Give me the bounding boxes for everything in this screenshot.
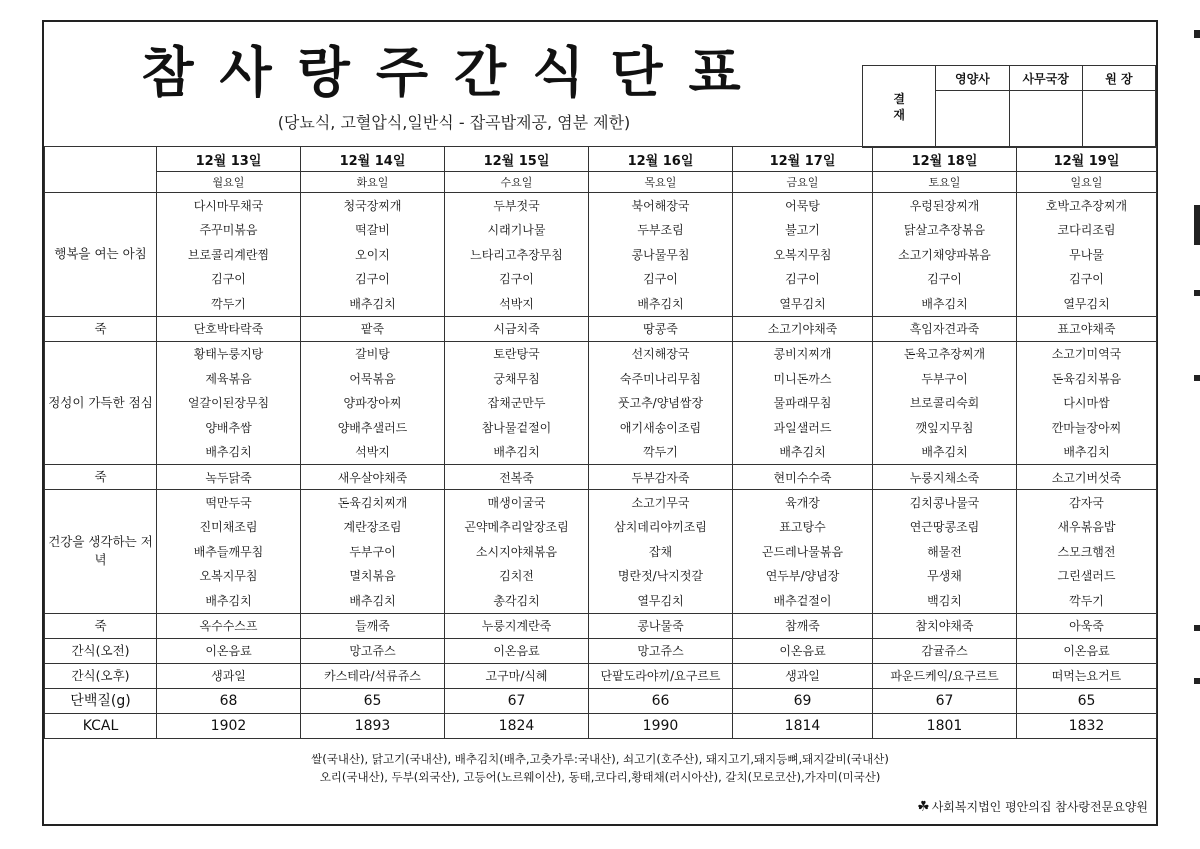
menu-item-cell: 돈육고추장찌개 [873,341,1017,366]
menu-item-cell: 다시마무채국 [157,193,301,218]
menu-item-cell: 매생이굴국 [445,490,589,515]
menu-item-cell: 참나물겉절이 [445,415,589,440]
weekday-header-row [45,172,1157,193]
menu-item-cell: 배추김치 [445,440,589,465]
menu-item-cell: 시래기나물 [445,218,589,243]
menu-item-cell: 멸치볶음 [301,564,445,589]
menu-item-cell: 진미채조림 [157,515,301,540]
nutrition-row [45,713,1157,738]
nutrition-value: 1832 [1017,713,1157,738]
menu-item-cell: 새우볶음밥 [1017,515,1157,540]
menu-item-cell: 깐마늘장아찌 [1017,415,1157,440]
menu-item-cell: 이온음료 [733,638,873,663]
meal-item-row [45,291,1157,316]
menu-item-cell: 청국장찌개 [301,193,445,218]
approval-role-secretary: 사무국장 [1009,66,1082,91]
menu-item-cell: 양배추샐러드 [301,415,445,440]
menu-item-cell: 이온음료 [1017,638,1157,663]
meal-item-row [45,415,1157,440]
menu-item-cell: 곤약메추리알장조림 [445,515,589,540]
scan-edge-mark [1194,678,1200,684]
menu-item-cell: 명란젓/낙지젓갈 [589,564,733,589]
menu-item-cell: 브로콜리숙회 [873,391,1017,416]
menu-item-cell: 깍두기 [157,291,301,316]
meal-item-row [45,218,1157,243]
organization-name: 사회복지법인 평안의집 참사랑전문요양원 [931,800,1148,814]
menu-item-cell: 콩나물무침 [589,242,733,267]
menu-item-cell: 표고야채죽 [1017,316,1157,341]
menu-item-cell: 제육볶음 [157,366,301,391]
menu-item-cell: 미니돈까스 [733,366,873,391]
menu-item-cell: 배추김치 [733,440,873,465]
date-header: 12월 16일 [589,147,733,172]
approval-role-nutritionist: 영양사 [936,66,1009,91]
menu-item-cell: 어묵볶음 [301,366,445,391]
nutrition-value: 66 [589,688,733,713]
menu-item-cell: 깍두기 [589,440,733,465]
menu-item-cell: 두부구이 [873,366,1017,391]
menu-item-cell: 배추김치 [157,440,301,465]
date-header: 12월 13일 [157,147,301,172]
menu-item-cell: 닭살고추장볶음 [873,218,1017,243]
menu-item-cell: 배추김치 [873,440,1017,465]
menu-item-cell: 코다리조림 [1017,218,1157,243]
menu-item-cell: 토란탕국 [445,341,589,366]
menu-item-cell: 양파장아찌 [301,391,445,416]
menu-item-cell: 곤드레나물볶음 [733,539,873,564]
menu-item-cell: 아욱죽 [1017,613,1157,638]
menu-item-cell: 전복죽 [445,465,589,490]
weekday-header: 토요일 [873,172,1017,193]
date-header-row [45,147,1157,172]
menu-item-cell: 배추김치 [301,291,445,316]
menu-item-cell: 이온음료 [445,638,589,663]
date-header: 12월 18일 [873,147,1017,172]
menu-item-cell: 궁채무침 [445,366,589,391]
approval-sign-nutritionist [936,91,1009,148]
approval-box [862,65,1156,148]
menu-item-cell: 스모크햄전 [1017,539,1157,564]
nutrition-value: 1824 [445,713,589,738]
menu-item-cell: 현미수수죽 [733,465,873,490]
date-header: 12월 17일 [733,147,873,172]
menu-item-cell: 깻잎지무침 [873,415,1017,440]
menu-item-cell: 돈육김치찌개 [301,490,445,515]
date-header: 12월 19일 [1017,147,1157,172]
menu-item-cell: 호박고추장찌개 [1017,193,1157,218]
menu-item-cell: 두부젓국 [445,193,589,218]
menu-item-cell: 두부조림 [589,218,733,243]
row-label: 간식(오전) [45,638,157,663]
origin-line-1: 쌀(국내산), 닭고기(국내산), 배추김치(배추,고춧가루:국내산), 쇠고기(호주산), 돼지고기,돼지등뼈,돼지갈비(국내산) [311,752,889,766]
meal-section-label: 건강을 생각하는 저녁 [45,490,157,614]
menu-item-cell: 숙주미나리무침 [589,366,733,391]
single-menu-row [45,613,1157,638]
menu-item-cell: 다시마쌈 [1017,391,1157,416]
menu-item-cell: 이온음료 [157,638,301,663]
meal-item-row [45,564,1157,589]
menu-item-cell: 파운드케익/요구르트 [873,663,1017,688]
weekday-header: 화요일 [301,172,445,193]
row-label: 간식(오후) [45,663,157,688]
meal-item-row [45,588,1157,613]
nutrition-value: 68 [157,688,301,713]
menu-item-cell: 옥수수스프 [157,613,301,638]
menu-item-cell: 흑임자견과죽 [873,316,1017,341]
menu-item-cell: 소고기무국 [589,490,733,515]
menu-item-cell: 석박지 [445,291,589,316]
weekday-header: 일요일 [1017,172,1157,193]
meal-item-row [45,440,1157,465]
menu-item-cell: 감귤쥬스 [873,638,1017,663]
meal-section-label: 행복을 여는 아침 [45,193,157,317]
menu-item-cell: 시금치죽 [445,316,589,341]
menu-item-cell: 우렁된장찌개 [873,193,1017,218]
menu-item-cell: 배추김치 [157,588,301,613]
menu-item-cell: 열무김치 [589,588,733,613]
menu-item-cell: 새우살야채죽 [301,465,445,490]
meal-item-row [45,193,1157,218]
menu-item-cell: 단팥도라야끼/요구르트 [589,663,733,688]
menu-item-cell: 김구이 [445,267,589,292]
menu-item-cell: 배추겉절이 [733,588,873,613]
meal-item-row [45,515,1157,540]
weekday-header: 목요일 [589,172,733,193]
menu-item-cell: 양배추쌈 [157,415,301,440]
menu-table [44,146,1157,739]
menu-item-cell: 잡채 [589,539,733,564]
menu-item-cell: 삼치데리야끼조림 [589,515,733,540]
menu-item-cell: 잡채군만두 [445,391,589,416]
scan-edge-mark [1194,30,1200,38]
menu-item-cell: 콩나물죽 [589,613,733,638]
single-menu-row [45,465,1157,490]
menu-item-cell: 생과일 [157,663,301,688]
menu-item-cell: 소고기버섯죽 [1017,465,1157,490]
menu-item-cell: 과일샐러드 [733,415,873,440]
menu-item-cell: 해물전 [873,539,1017,564]
nutrition-value: 1902 [157,713,301,738]
menu-item-cell: 표고탕수 [733,515,873,540]
meal-section-label: 정성이 가득한 점심 [45,341,157,465]
organization-logo-icon: ☘ [917,799,930,815]
approval-sign-director [1082,91,1155,148]
single-menu-row [45,663,1157,688]
menu-item-cell: 무나물 [1017,242,1157,267]
menu-item-cell: 떡갈비 [301,218,445,243]
menu-item-cell: 김구이 [157,267,301,292]
nutrition-row [45,688,1157,713]
menu-item-cell: 어묵탕 [733,193,873,218]
meal-item-row [45,242,1157,267]
menu-item-cell: 느타리고추장무침 [445,242,589,267]
single-menu-row [45,638,1157,663]
menu-item-cell: 육개장 [733,490,873,515]
menu-item-cell: 소고기야채죽 [733,316,873,341]
menu-item-cell: 애기새송이조림 [589,415,733,440]
menu-item-cell: 백김치 [873,588,1017,613]
menu-item-cell: 누룽지채소죽 [873,465,1017,490]
menu-item-cell: 열무김치 [1017,291,1157,316]
menu-item-cell: 망고쥬스 [589,638,733,663]
menu-item-cell: 소시지야채볶음 [445,539,589,564]
nutrition-value: 69 [733,688,873,713]
menu-item-cell: 김구이 [873,267,1017,292]
page-title: 참사랑주간식단표 [141,41,767,104]
scan-edge-mark [1194,625,1200,631]
approval-role-director: 원 장 [1082,66,1155,91]
menu-item-cell: 콩비지찌개 [733,341,873,366]
menu-item-cell: 오이지 [301,242,445,267]
menu-item-cell: 주꾸미볶음 [157,218,301,243]
menu-item-cell: 땅콩죽 [589,316,733,341]
meal-item-row [45,267,1157,292]
menu-item-cell: 팥죽 [301,316,445,341]
menu-item-cell: 김구이 [301,267,445,292]
menu-item-cell: 카스테라/석류쥬스 [301,663,445,688]
menu-item-cell: 배추김치 [873,291,1017,316]
menu-item-cell: 두부구이 [301,539,445,564]
meal-item-row [45,341,1157,366]
weekday-header: 수요일 [445,172,589,193]
row-label: 죽 [45,613,157,638]
nutrition-value: 67 [873,688,1017,713]
nutrition-value: 1801 [873,713,1017,738]
origin-notice [44,750,1156,786]
menu-item-cell: 돈육김치볶음 [1017,366,1157,391]
menu-item-cell: 김구이 [733,267,873,292]
weekday-header: 월요일 [157,172,301,193]
menu-item-cell: 녹두닭죽 [157,465,301,490]
meal-item-row [45,539,1157,564]
organization-signature [917,798,1148,815]
menu-item-cell: 계란장조림 [301,515,445,540]
menu-item-cell: 배추들깨무침 [157,539,301,564]
menu-item-cell: 무생채 [873,564,1017,589]
menu-item-cell: 두부감자죽 [589,465,733,490]
menu-item-cell: 생과일 [733,663,873,688]
single-menu-row [45,316,1157,341]
menu-item-cell: 그린샐러드 [1017,564,1157,589]
row-label: 죽 [45,465,157,490]
menu-item-cell: 참치야채죽 [873,613,1017,638]
menu-item-cell: 갈비탕 [301,341,445,366]
date-header: 12월 14일 [301,147,445,172]
menu-item-cell: 배추김치 [589,291,733,316]
menu-table-body [45,147,1157,739]
corner-cell [45,147,157,193]
menu-item-cell: 소고기채양파볶음 [873,242,1017,267]
weekday-header: 금요일 [733,172,873,193]
approval-label: 결 재 [863,66,936,148]
row-label: 죽 [45,316,157,341]
approval-sign-secretary [1009,91,1082,148]
row-label: 단백질(g) [45,688,157,713]
nutrition-value: 65 [1017,688,1157,713]
menu-item-cell: 배추김치 [1017,440,1157,465]
menu-item-cell: 총각김치 [445,588,589,613]
menu-item-cell: 연두부/양념장 [733,564,873,589]
menu-item-cell: 브로콜리계란찜 [157,242,301,267]
nutrition-value: 67 [445,688,589,713]
date-header: 12월 15일 [445,147,589,172]
menu-item-cell: 불고기 [733,218,873,243]
menu-item-cell: 김구이 [589,267,733,292]
menu-item-cell: 감자국 [1017,490,1157,515]
menu-item-cell: 물파래무침 [733,391,873,416]
page-subtitle: (당뇨식, 고혈압식,일반식 - 잡곡밥제공, 염분 제한) [277,113,631,132]
menu-item-cell: 연근땅콩조림 [873,515,1017,540]
scan-edge-mark [1194,205,1200,245]
menu-item-cell: 김치전 [445,564,589,589]
meal-item-row [45,366,1157,391]
menu-item-cell: 떡만두국 [157,490,301,515]
menu-item-cell: 단호박타락죽 [157,316,301,341]
nutrition-value: 1990 [589,713,733,738]
menu-item-cell: 고구마/식혜 [445,663,589,688]
menu-item-cell: 누룽지계란죽 [445,613,589,638]
menu-item-cell: 얼갈이된장무침 [157,391,301,416]
menu-item-cell: 참깨죽 [733,613,873,638]
menu-item-cell: 들깨죽 [301,613,445,638]
menu-item-cell: 김구이 [1017,267,1157,292]
menu-item-cell: 깍두기 [1017,588,1157,613]
origin-line-2: 오리(국내산), 두부(외국산), 고등어(노르웨이산), 동태,코다리,황태채(러시아산), 갈치(모로코산),가자미(미국산) [319,770,881,784]
menu-item-cell: 떠먹는요거트 [1017,663,1157,688]
meal-item-row [45,391,1157,416]
nutrition-value: 65 [301,688,445,713]
menu-item-cell: 배추김치 [301,588,445,613]
menu-item-cell: 풋고추/양념쌈장 [589,391,733,416]
nutrition-value: 1814 [733,713,873,738]
menu-item-cell: 황태누룽지탕 [157,341,301,366]
menu-item-cell: 김치콩나물국 [873,490,1017,515]
scan-edge-mark [1194,290,1200,296]
menu-item-cell: 석박지 [301,440,445,465]
nutrition-value: 1893 [301,713,445,738]
menu-item-cell: 오복지무침 [157,564,301,589]
menu-item-cell: 열무김치 [733,291,873,316]
menu-item-cell: 망고쥬스 [301,638,445,663]
menu-sheet [42,20,1158,826]
menu-item-cell: 소고기미역국 [1017,341,1157,366]
menu-item-cell: 선지해장국 [589,341,733,366]
meal-item-row [45,490,1157,515]
menu-item-cell: 오복지무침 [733,242,873,267]
scan-edge-mark [1194,375,1200,381]
menu-item-cell: 북어해장국 [589,193,733,218]
row-label: KCAL [45,713,157,738]
